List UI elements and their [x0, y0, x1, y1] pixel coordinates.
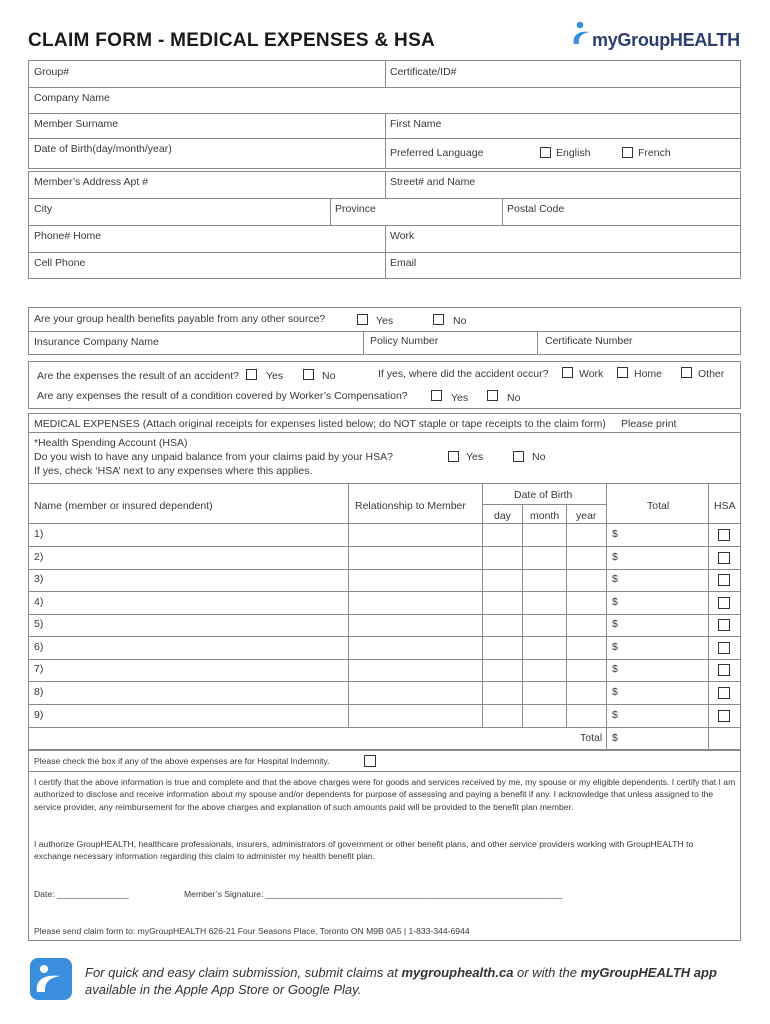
workers-comp-question: Are any expenses the result of a condition covered by Worker’s Compensation? [37, 390, 408, 402]
city-field[interactable]: City [34, 203, 53, 215]
total-amount-field[interactable]: $ [612, 686, 618, 698]
total-amount-field[interactable]: $ [612, 596, 618, 608]
hsa-row-checkbox[interactable] [718, 642, 730, 654]
footer-app-name: myGroupHEALTH app [580, 965, 717, 980]
grand-total-field[interactable]: $ [612, 732, 618, 744]
hsa-title: *Health Spending Account (HSA) [34, 437, 188, 449]
other-source-yes-checkbox[interactable] [357, 314, 368, 325]
hsa-note: If yes, check ‘HSA’ next to any expenses where this applies. [34, 465, 313, 477]
hsa-row-checkbox[interactable] [718, 552, 730, 564]
english-checkbox[interactable] [540, 147, 551, 158]
cell-phone-field[interactable]: Cell Phone [34, 257, 86, 269]
table-row: 3) [34, 573, 44, 585]
hsa-row-checkbox[interactable] [718, 597, 730, 609]
french-label: French [638, 147, 671, 159]
other-source-no-label: No [453, 315, 467, 327]
work-phone-field[interactable]: Work [390, 230, 415, 242]
footer-part3: available in the Apple App Store or Google Play. [85, 982, 362, 997]
col-total-header: Total [647, 500, 670, 512]
table-row: 2) [34, 551, 44, 563]
total-amount-field[interactable]: $ [612, 528, 618, 540]
form-title: CLAIM FORM - MEDICAL EXPENSES & HSA [28, 30, 436, 51]
app-person-icon [30, 958, 72, 1000]
table-row: 8) [34, 686, 44, 698]
hsa-row-checkbox[interactable] [718, 687, 730, 699]
street-field[interactable]: Street# and Name [390, 176, 476, 188]
footer-message [85, 964, 755, 998]
total-amount-field[interactable]: $ [612, 573, 618, 585]
accident-other-checkbox[interactable] [681, 367, 692, 378]
total-amount-field[interactable]: $ [612, 663, 618, 675]
total-amount-field[interactable]: $ [612, 551, 618, 563]
first-name-field[interactable]: First Name [390, 118, 442, 130]
policy-number-field[interactable]: Policy Number [370, 335, 439, 347]
col-hsa-header: HSA [714, 500, 736, 512]
table-row: 1) [34, 528, 44, 540]
logo-prefix: my [592, 30, 618, 50]
hsa-row-checkbox[interactable] [718, 619, 730, 631]
footer-part1: For quick and easy claim submission, submit claims at [85, 965, 402, 980]
medical-expenses-header: MEDICAL EXPENSES (Attach original receipts for expenses listed below; do NOT staple or tape receipts to the claim form) [34, 418, 606, 430]
hsa-row-checkbox[interactable] [718, 664, 730, 676]
total-amount-field[interactable]: $ [612, 641, 618, 653]
french-checkbox[interactable] [622, 147, 633, 158]
accident-question: Are the expenses the result of an accident? [37, 370, 239, 382]
accident-where-label: If yes, where did the accident occur? [378, 368, 549, 380]
hsa-row-checkbox[interactable] [718, 529, 730, 541]
member-surname-field[interactable]: Member Surname [34, 118, 119, 130]
authorization-text: I authorize GroupHEALTH, healthcare professionals, insurers, administrators of government or other benefit plans, and other service providers working with GroupHEALTH to exchange necessary information regarding this claim to administer my health benefit plan. [34, 839, 694, 862]
date-field[interactable]: Date: _______________ [34, 889, 129, 899]
certificate-number-field[interactable]: Certificate Number [545, 335, 633, 347]
mygrouphealth-app-icon [30, 958, 72, 1000]
table-row: 6) [34, 641, 44, 653]
preferred-language-label: Preferred Language [390, 147, 484, 159]
hospital-indemnity-checkbox[interactable] [364, 755, 376, 767]
total-amount-field[interactable]: $ [612, 709, 618, 721]
company-name-field[interactable]: Company Name [34, 92, 110, 104]
table-row: 9) [34, 709, 44, 721]
col-name-header: Name (member or insured dependent) [34, 500, 213, 512]
table-row: 5) [34, 618, 44, 630]
col-day-header: day [494, 510, 511, 522]
logo-name: GroupHEALTH [617, 30, 740, 50]
hsa-no-label: No [532, 451, 546, 463]
signature-field[interactable]: Member’s Signature: ______________________________________________________________ [184, 889, 563, 899]
col-year-header: year [576, 510, 597, 522]
accident-home-label: Home [634, 368, 663, 380]
table-row: 7) [34, 663, 44, 675]
other-source-question: Are your group health benefits payable from any other source? [34, 313, 326, 325]
col-dob-header: Date of Birth [514, 489, 573, 501]
hsa-yes-checkbox[interactable] [448, 451, 459, 462]
group-field[interactable]: Group# [34, 66, 70, 78]
footer-part2: or with the [513, 965, 581, 980]
accident-work-checkbox[interactable] [562, 367, 573, 378]
footer-website-link[interactable]: mygrouphealth.ca [401, 965, 514, 980]
other-source-no-checkbox[interactable] [433, 314, 444, 325]
accident-work-label: Work [579, 368, 604, 380]
accident-yes-label: Yes [266, 370, 284, 382]
workers-comp-no-label: No [507, 392, 521, 404]
accident-no-label: No [322, 370, 336, 382]
hsa-no-checkbox[interactable] [513, 451, 524, 462]
col-relationship-header: Relationship to Member [355, 500, 466, 512]
hsa-question: Do you wish to have any unpaid balance from your claims paid by your HSA? [34, 451, 393, 463]
workers-comp-no-checkbox[interactable] [487, 390, 498, 401]
col-month-header: month [530, 510, 560, 522]
please-print-label: Please print [621, 418, 677, 430]
workers-comp-yes-label: Yes [451, 392, 469, 404]
total-amount-field[interactable]: $ [612, 618, 618, 630]
hsa-row-checkbox[interactable] [718, 710, 730, 722]
insurance-company-field[interactable]: Insurance Company Name [34, 336, 159, 348]
accident-other-label: Other [698, 368, 725, 380]
accident-home-checkbox[interactable] [617, 367, 628, 378]
hsa-row-checkbox[interactable] [718, 574, 730, 586]
workers-comp-yes-checkbox[interactable] [431, 390, 442, 401]
accident-no-checkbox[interactable] [303, 369, 314, 380]
email-field[interactable]: Email [390, 257, 417, 269]
phone-home-field[interactable]: Phone# Home [34, 230, 102, 242]
mygrouphealth-logo [570, 20, 745, 60]
mailing-address: Please send claim form to: myGroupHEALTH 626-21 Four Seasons Place, Toronto ON M9B 0A5 | 1-833-344-6944 [34, 926, 470, 936]
certification-text: I certify that the above information is true and complete and that the above charges were for goods and services received by me, my spouse or my eligible dependents. I certify that I am authorized to disclose and receive information about my spouse and/or dependents for purpose of assessing and paying a benefit if any. I acknowledge that unless assigned to the service provider, any reimbursement for the above charges and explanation of such amounts paid will be provided to the benefit plan member. [34, 777, 736, 812]
grand-total-label: Total [580, 732, 603, 744]
english-label: English [556, 147, 591, 159]
certificate-id-field[interactable]: Certificate/ID# [390, 66, 457, 78]
date-of-birth-field[interactable]: Date of Birth(day/month/year) [34, 143, 172, 155]
medical-expenses-section [28, 413, 741, 750]
province-field[interactable]: Province [335, 203, 376, 215]
address-apt-field[interactable]: Member’s Address Apt # [34, 176, 149, 188]
hospital-indemnity-label: Please check the box if any of the above expenses are for Hospital Indemnity. [34, 756, 330, 766]
hsa-yes-label: Yes [466, 451, 484, 463]
postal-code-field[interactable]: Postal Code [507, 203, 565, 215]
other-source-yes-label: Yes [376, 315, 394, 327]
accident-yes-checkbox[interactable] [246, 369, 257, 380]
table-row: 4) [34, 596, 44, 608]
